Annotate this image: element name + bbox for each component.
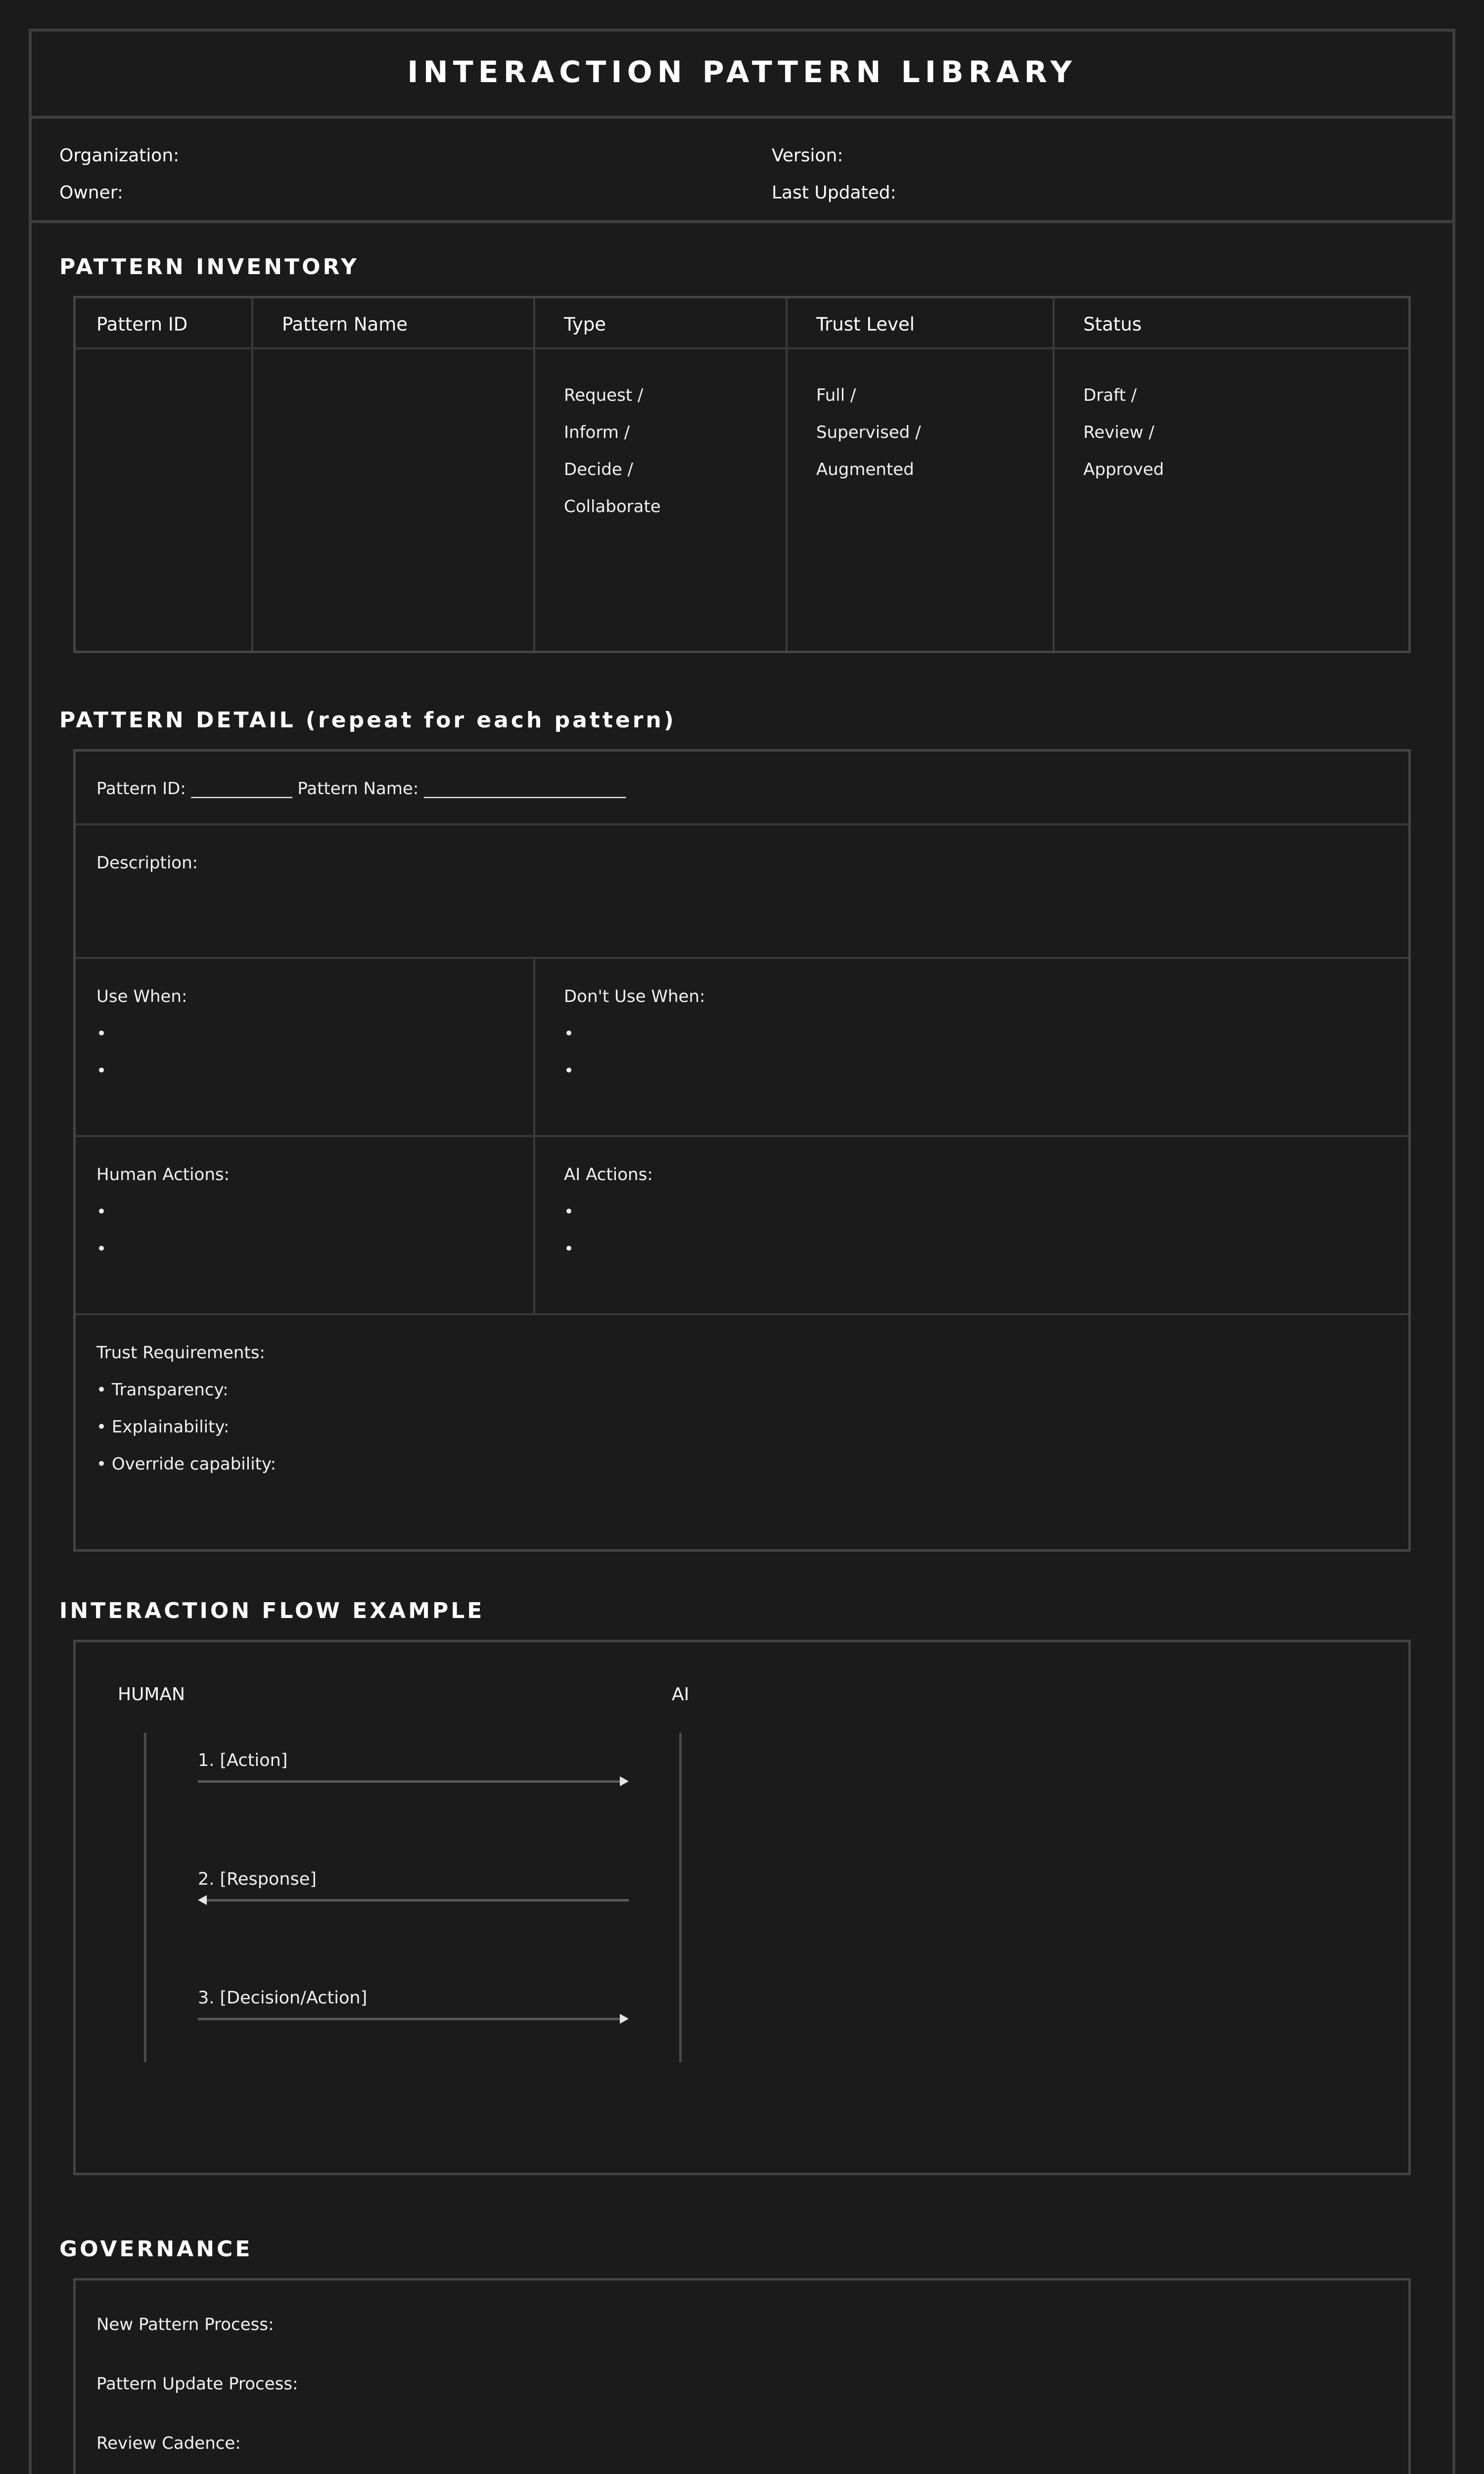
flow-arrow-to-human xyxy=(206,1899,629,1902)
flow-step-label: 2. [Response] xyxy=(198,1869,317,1889)
inventory-col-divider xyxy=(533,298,535,651)
meta-bar xyxy=(29,119,1455,223)
dont-use-when-bullet: • xyxy=(564,1024,574,1044)
inventory-table xyxy=(73,296,1411,653)
detail-divider xyxy=(76,957,1408,959)
dont-use-when-bullet: • xyxy=(564,1061,574,1081)
governance-new-pattern-process: New Pattern Process: xyxy=(96,2315,274,2334)
last-updated-label: Last Updated: xyxy=(772,183,896,203)
pattern-detail-card xyxy=(73,749,1411,1552)
governance-pattern-update-process: Pattern Update Process: xyxy=(96,2374,298,2394)
arrowhead-right-icon xyxy=(620,1776,629,1786)
inventory-col-divider xyxy=(1053,298,1055,651)
human-lane-label: HUMAN xyxy=(118,1684,186,1705)
column-header-pattern-id: Pattern ID xyxy=(96,314,188,335)
arrowhead-right-icon xyxy=(620,2014,629,2024)
human-actions-bullet: • xyxy=(96,1202,107,1222)
ai-lifeline xyxy=(679,1733,682,2062)
type-option: Request / xyxy=(564,385,644,405)
inventory-col-divider xyxy=(251,298,253,651)
ai-lane-label: AI xyxy=(672,1684,690,1705)
column-header-pattern-name: Pattern Name xyxy=(282,314,408,335)
inventory-col-divider xyxy=(786,298,788,651)
page-title: INTERACTION PATTERN LIBRARY xyxy=(407,55,1077,90)
trust-item-transparency: • Transparency: xyxy=(96,1380,229,1400)
organization-label: Organization: xyxy=(59,145,180,166)
human-actions-bullet: • xyxy=(96,1239,107,1259)
human-lifeline xyxy=(144,1733,146,2062)
title-bar xyxy=(29,29,1455,119)
flow-arrow-to-ai xyxy=(198,1780,621,1783)
trust-option: Augmented xyxy=(816,460,914,479)
governance-review-cadence: Review Cadence: xyxy=(96,2433,241,2453)
owner-label: Owner: xyxy=(59,183,124,203)
trust-item-explainability: • Explainability: xyxy=(96,1417,230,1437)
inventory-section-title: PATTERN INVENTORY xyxy=(59,254,359,280)
flow-arrow-to-ai xyxy=(198,2018,621,2020)
use-when-bullet: • xyxy=(96,1024,107,1044)
use-when-bullet: • xyxy=(96,1061,107,1081)
governance-section-title: GOVERNANCE xyxy=(59,2236,253,2262)
flow-step-label: 1. [Action] xyxy=(198,1751,288,1770)
flow-step-label: 3. [Decision/Action] xyxy=(198,1988,368,2008)
detail-section-title: PATTERN DETAIL (repeat for each pattern) xyxy=(59,708,676,733)
detail-divider xyxy=(76,823,1408,825)
flow-diagram xyxy=(73,1640,1411,2175)
description-label: Description: xyxy=(96,853,198,873)
status-option: Review / xyxy=(1083,423,1155,442)
type-option: Inform / xyxy=(564,423,630,442)
column-header-trust-level: Trust Level xyxy=(816,314,915,335)
use-when-label: Use When: xyxy=(96,987,187,1006)
ai-actions-bullet: • xyxy=(564,1202,574,1222)
column-header-type: Type xyxy=(564,314,606,335)
version-label: Version: xyxy=(772,145,843,166)
status-option: Draft / xyxy=(1083,385,1137,405)
dont-use-when-label: Don't Use When: xyxy=(564,987,705,1006)
type-option: Collaborate xyxy=(564,497,661,517)
ai-actions-bullet: • xyxy=(564,1239,574,1259)
arrowhead-left-icon xyxy=(198,1895,207,1905)
pattern-id-name-line: Pattern ID: ____________ Pattern Name: ________________________ xyxy=(96,779,626,799)
human-actions-label: Human Actions: xyxy=(96,1165,230,1185)
trust-item-override: • Override capability: xyxy=(96,1454,277,1474)
detail-divider xyxy=(76,1313,1408,1315)
ai-actions-label: AI Actions: xyxy=(564,1165,653,1185)
trust-requirements-label: Trust Requirements: xyxy=(96,1343,265,1363)
type-option: Decide / xyxy=(564,460,634,479)
flow-section-title: INTERACTION FLOW EXAMPLE xyxy=(59,1598,485,1623)
trust-option: Supervised / xyxy=(816,423,921,442)
trust-option: Full / xyxy=(816,385,856,405)
column-header-status: Status xyxy=(1083,314,1142,335)
detail-divider xyxy=(76,1135,1408,1137)
inventory-header-divider xyxy=(76,347,1408,349)
status-option: Approved xyxy=(1083,460,1164,479)
